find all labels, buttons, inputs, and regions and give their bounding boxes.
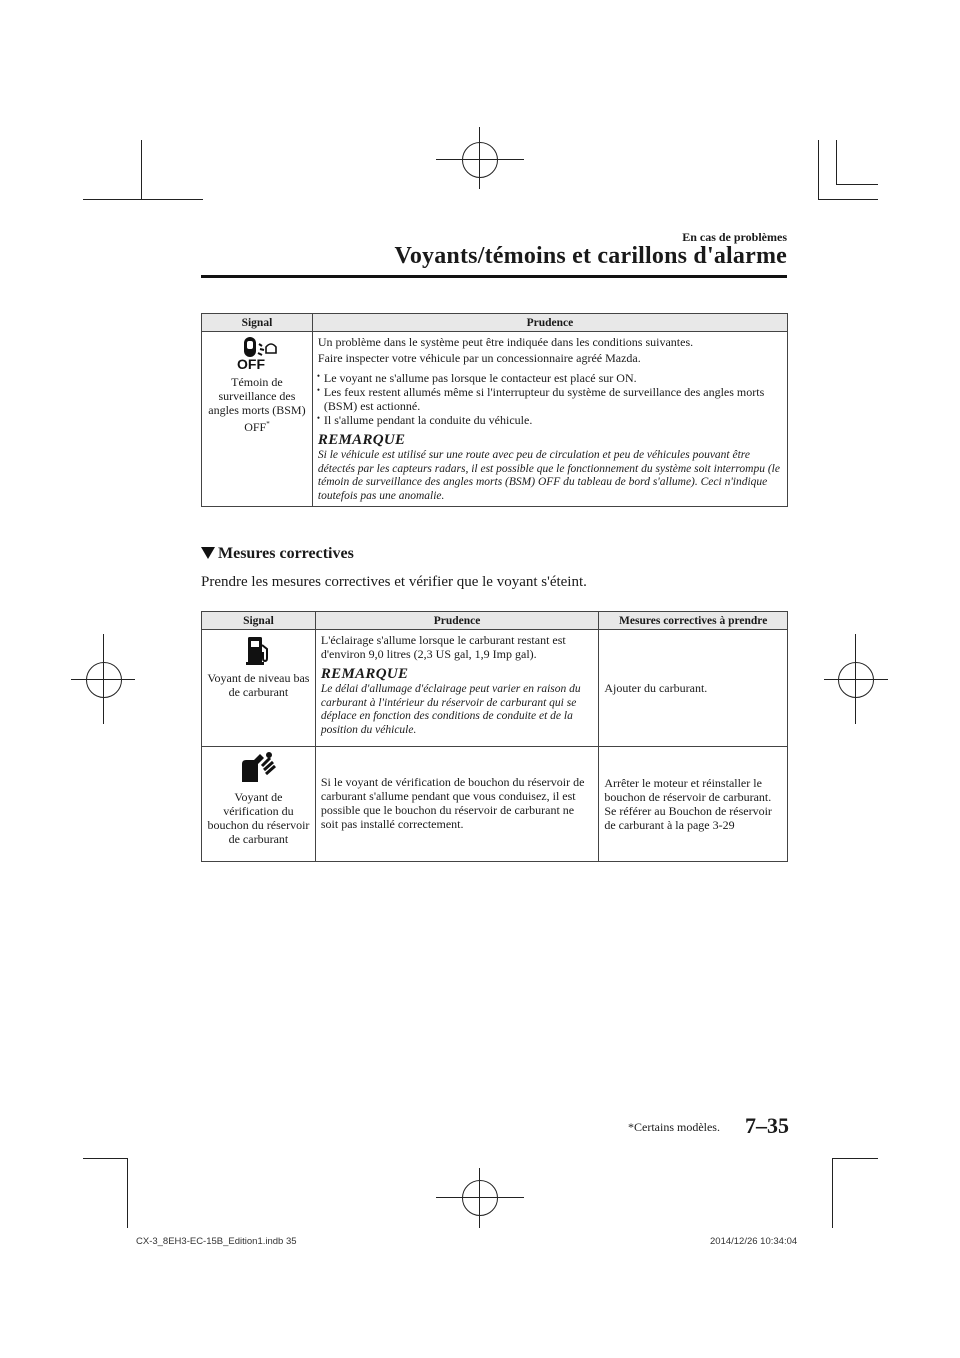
action-text: Arrêter le moteur et réinstaller le bouchon de réservoir de carburant. Se référer au Bouchon de réservoir de carburant à la page 3-29 [604,776,772,832]
list-item: • Il s'allume pendant la conduite du véhicule. [318,413,782,427]
prudence-text: L'éclairage s'allume lorsque le carburant restant est d'environ 9,0 litres (2,3 US gal, 1,9 Imp gal). [320,633,566,661]
signal-label: Voyant de vérification du bouchon du réservoir de carburant [207,790,310,846]
column-header-signal: Signal [202,314,313,332]
remarque-text: Si le véhicule est utilisé sur une route avec peu de circulation et peu de véhicules pouvant être détectés par les capteurs radars, il est possible que le fonctionnement du système soit interrompu (le témoin de surveillance des angles morts (BSM) OFF du tableau de bord s'allume). Ceci n'indique toutefois pas une anomalie. [317,449,780,502]
section-label: En cas de problèmes [682,230,787,244]
prudence-cell [312,332,787,507]
signal-cell [202,747,316,862]
table-row [202,747,788,862]
prudence-cell [315,630,598,747]
table-row [202,332,788,507]
remarque-heading: REMARQUE [317,432,406,448]
column-header-prudence: Prudence [315,612,598,630]
condition-list [318,371,782,427]
signal-label: Voyant de niveau bas de carburant [207,671,310,699]
print-date-info: 2014/12/26 10:34:04 [710,1236,798,1247]
bsm-off-icon [234,335,280,371]
remarque-text: Le délai d'allumage d'éclairage peut varier en raison du carburant à l'intérieur du réservoir de carburant qui se déplace en fonction des conditions de conduite et de la position du véhicule. [320,683,581,736]
column-header-prudence: Prudence [312,314,787,332]
action-cell [599,630,788,747]
section-heading: Mesures correctives [201,545,354,563]
remarque-heading: REMARQUE [320,666,409,682]
signal-label: Témoin de surveillance des angles morts (BSM) OFF* [208,375,306,434]
footnote: *Certains modèles. [628,1120,720,1134]
print-file-info: CX-3_8EH3-EC-15B_Edition1.indb 35 [136,1236,297,1247]
action-text: Ajouter du carburant. [604,681,708,695]
prudence-intro-1: Un problème dans le système peut être indiquée dans les conditions suivantes. [317,335,694,349]
corrective-measures-table [201,611,788,862]
section-intro: Prendre les mesures correctives et vérifier que le voyant s'éteint. [201,574,587,590]
header-rule [201,275,787,278]
page-title: Voyants/témoins et carillons d'alarme [394,243,787,269]
action-cell [599,747,788,862]
prudence-text: Si le voyant de vérification de bouchon du réservoir de carburant s'allume pendant que vous conduisez, il est possible que le bouchon du réservoir de carburant ne soit pas installé correctement. [320,775,585,831]
svg-text:OFF: OFF [236,356,265,371]
page-number: 7–35 [745,1113,789,1138]
column-header-actions: Mesures correctives à prendre [599,612,788,630]
column-header-signal: Signal [202,612,316,630]
signal-cell [202,332,313,507]
list-item: • Les feux restent allumés même si l'interrupteur du système de surveillance des angles morts (BSM) est actionné. [318,385,782,413]
warning-table-bsm [201,313,788,507]
prudence-intro-2: Faire inspecter votre véhicule par un concessionnaire agréé Mazda. [317,351,641,365]
list-item: • Le voyant ne s'allume pas lorsque le contacteur est placé sur ON. [318,371,782,385]
fuel-cap-check-icon [238,750,278,786]
fuel-pump-icon [243,633,273,667]
triangle-bullet-icon [201,547,215,559]
signal-cell [202,630,316,747]
table-row [202,630,788,747]
prudence-cell [315,747,598,862]
